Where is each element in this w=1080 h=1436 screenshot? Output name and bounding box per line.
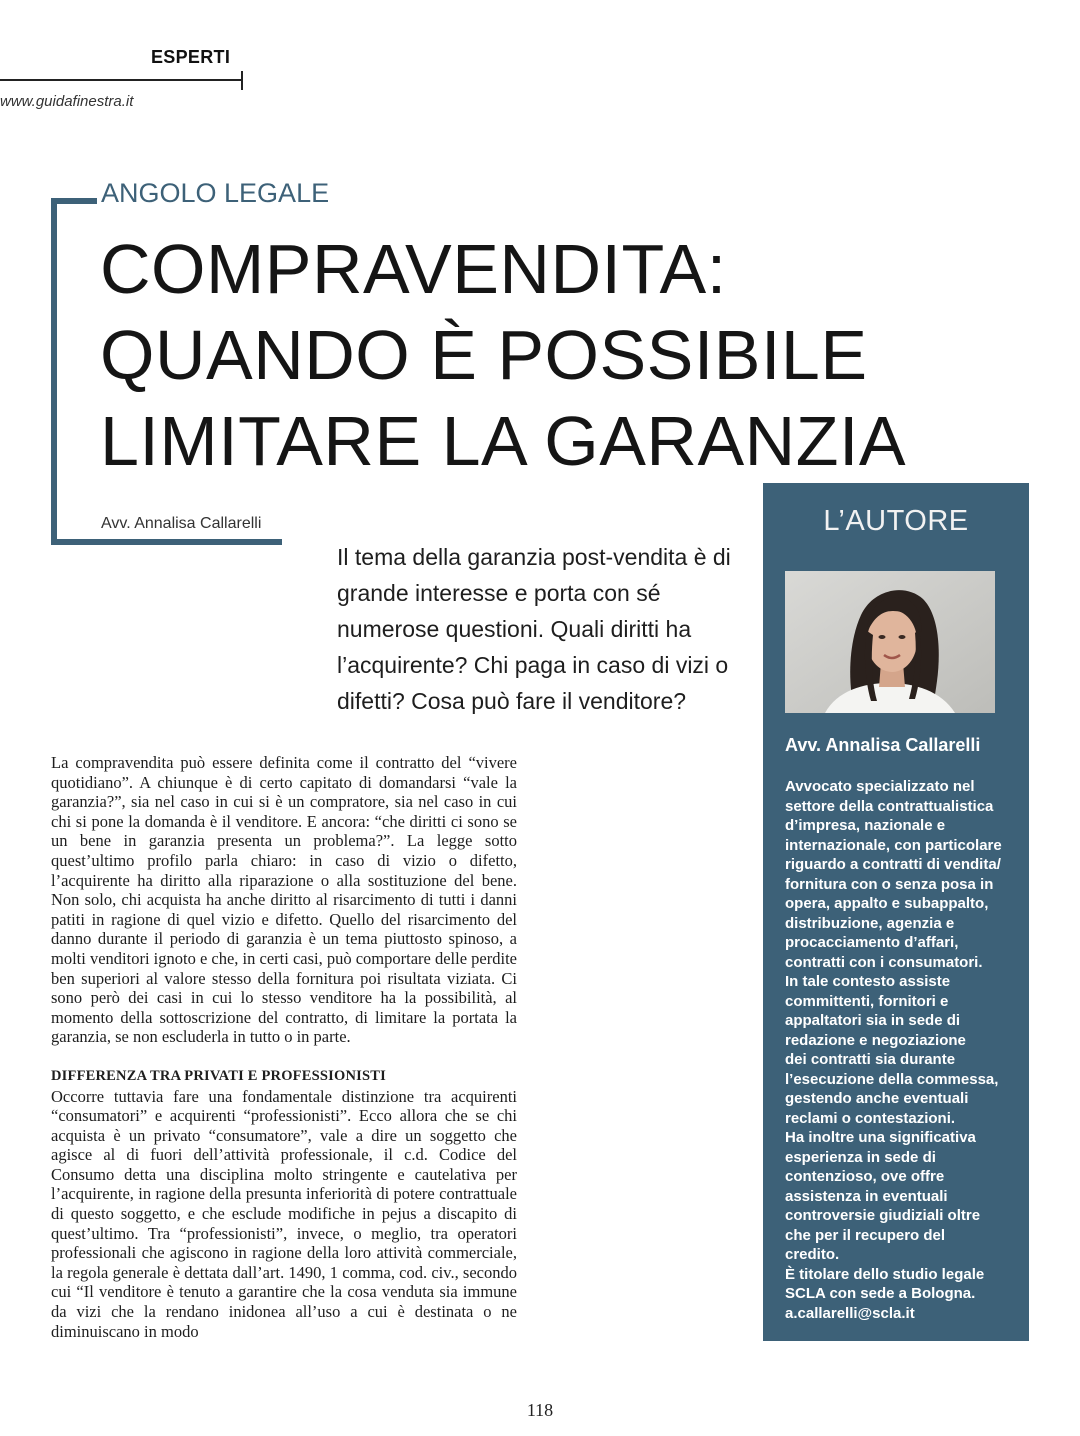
article-lead: Il tema della garanzia post-vendita è di grande interesse e porta con sé numerose questioni. Quali diritti ha l’acquirente? Chi paga in caso di vizi o difetti? Cosa può fare il venditore?	[337, 544, 731, 714]
page-number: 118	[526, 1400, 554, 1420]
section-subheading: DIFFERENZA TRA PRIVATI E PROFESSIONISTI	[51, 1067, 386, 1084]
title-bracket-top	[51, 198, 97, 204]
bio-line: SCLA con sede a Bologna.	[785, 1285, 976, 1302]
bio-line: Ha inoltre una significativa	[785, 1129, 976, 1146]
author-box	[763, 483, 1029, 1341]
title-bracket-bottom	[51, 539, 282, 545]
bio-line: esperienza in sede di	[785, 1148, 936, 1166]
bio-line: reclami o contestazioni.	[785, 1109, 956, 1127]
bio-line: d’impresa, nazionale e	[785, 817, 946, 834]
bio-line: È titolare dello studio legale	[785, 1265, 985, 1283]
author-bio	[785, 777, 1017, 1323]
title-line: LIMITARE LA GARANZIA	[100, 402, 907, 480]
bio-line: dei contratti sia durante	[785, 1051, 956, 1068]
body-paragraph: Occorre tuttavia fare una fondamentale distinzione tra acquirenti “consumatori” e acquirenti “professionisti”. Ecco allora che se chi acquista è un privato “consumatore”, vale a dire un soggetto che agisce al di fuori dell’attività professionale, il c.d. Codice del Consumo detta una disciplina molto stringente e cautelativa per l’acquirente, in ragione della presunta inferiorità di potere contrattuale di questo soggetto, e che esclude modifiche in pejus a discapito di quest’ultimo. Tra “professionisti”, invece, o meglio, tra operatori professionali che agiscono in ragione della loro attività commerciale, la regola generale è dettata dall’art. 1490, 1 comma, cod. civ., secondo cui “Il venditore è tenuto a garantire che la cosa venduta sia immune da vizi che la rendano inidonea all’uso a cui è destinata o ne diminuiscano in modo	[51, 1086, 517, 1341]
bio-line: appaltatori sia in sede di	[785, 1012, 961, 1029]
bio-line: controversie giudiziali oltre	[785, 1207, 981, 1224]
author-box-heading: L’AUTORE	[823, 505, 969, 537]
bio-line: Avvocato specializzato nel	[785, 778, 975, 795]
bio-line: fornitura con o senza posa in	[785, 875, 994, 893]
title-bracket-left	[51, 198, 57, 545]
bio-line: assistenza in eventuali	[785, 1187, 948, 1205]
bio-line: settore della contrattualistica	[785, 797, 994, 815]
bio-line: opera, appalto e subappalto,	[785, 895, 989, 912]
article-body	[51, 753, 517, 1341]
bio-line: committenti, fornitori e	[785, 992, 949, 1010]
header-rule-tick	[241, 71, 243, 90]
bio-line: redazione e negoziazione	[785, 1031, 966, 1049]
body-paragraph: La compravendita può essere definita come il contratto del “vivere quotidiano”. A chiunque è di certo capitato di domandarsi “vale la garanzia?”, sia nel caso in cui si è un compratore, sia nel caso in cui chi si pone la domanda è il venditore. E ancora: “che diritti ci sono se un bene in garanzia presenta un problema?”. La legge sotto quest’ultimo profilo parla chiaro: in caso di vizio o difetto, l’acquirente ha diritto alla riparazione o alla sostituzione del bene. Non solo, chi acquista ha anche diritto al risarcimento di tutti i danni patiti in ragione di quel vizio e difetto. Quello del risarcimento del danno durante il periodo di garanzia è un tema piuttosto spinoso, a molti venditori ignoto e che, in certi casi, può comportare delle perdite ben superiori al valore stesso della fornitura poi risultata viziata. Ci sono però dei casi in cui lo stesso venditore ha la possibilità, al momento della sottoscrizione del contratto, di limitare la portata la garanzia, se non escluderla in tutto o in parte.	[51, 753, 517, 1047]
bio-line: contenzioso, ove offre	[785, 1168, 945, 1185]
header-rule	[0, 79, 243, 81]
bio-line: internazionale, con particolare	[785, 836, 1002, 854]
column-kicker: ANGOLO LEGALE	[101, 178, 330, 208]
bio-line: riguardo a contratti di vendita/	[785, 856, 1001, 873]
article-title	[100, 226, 906, 484]
bio-line: distribuzione, agenzia e	[785, 914, 955, 932]
bio-line: che per il recupero del	[785, 1226, 946, 1244]
bio-line: procacciamento d’affari,	[785, 934, 959, 951]
article-byline: Avv. Annalisa Callarelli	[101, 515, 262, 532]
bio-line: credito.	[785, 1246, 840, 1263]
title-line: QUANDO È POSSIBILE	[100, 316, 868, 394]
title-line: COMPRAVENDITA:	[100, 230, 727, 308]
author-name: Avv. Annalisa Callarelli	[785, 735, 981, 755]
bio-line: In tale contesto assiste	[785, 973, 951, 990]
bio-line: l’esecuzione della commessa,	[785, 1070, 999, 1088]
author-email[interactable]: a.callarelli@scla.it	[785, 1304, 915, 1322]
author-photo	[785, 571, 995, 713]
author-portrait-image	[785, 571, 995, 713]
section-label: ESPERTI	[151, 47, 231, 67]
bio-line: contratti con i consumatori.	[785, 953, 983, 971]
bio-line: gestendo anche eventuali	[785, 1090, 969, 1107]
website-url[interactable]: www.guidafinestra.it	[0, 93, 134, 110]
